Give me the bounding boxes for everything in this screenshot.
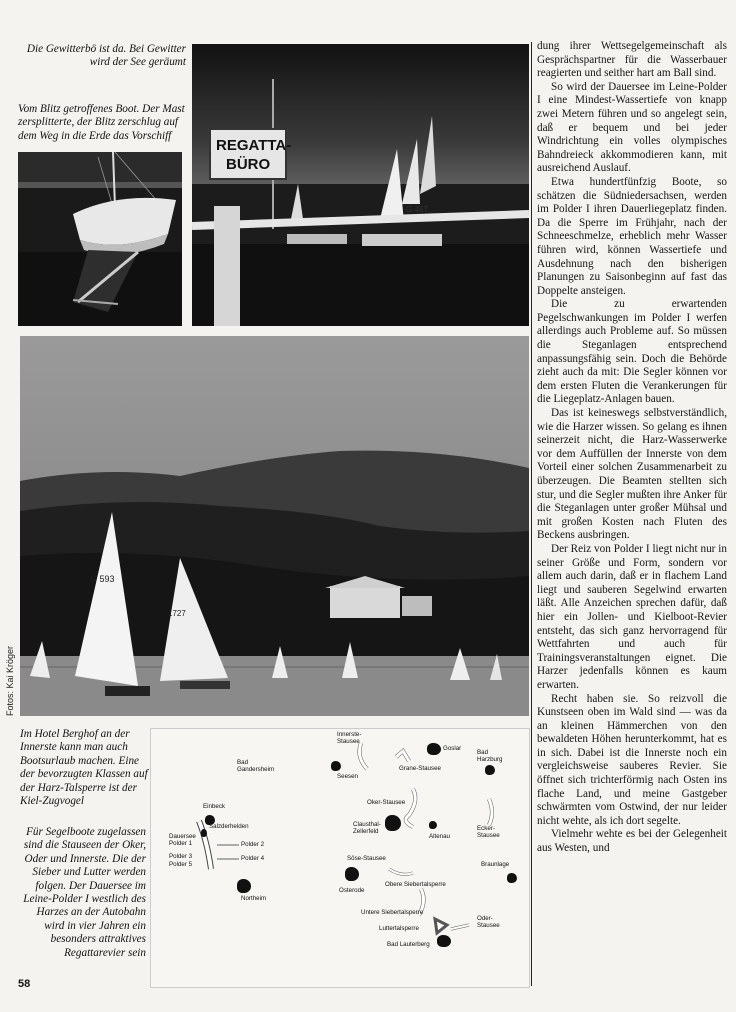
map-label-polder5: Polder 5 bbox=[169, 861, 193, 868]
photo-credit: Fotos: Kai Kröger bbox=[5, 645, 15, 716]
sail-number-1727: 1727 bbox=[168, 609, 186, 618]
map-label-goslar: Goslar bbox=[443, 745, 462, 752]
map-label-obere-sieber: Obere Siebertalsperre bbox=[385, 881, 446, 888]
article-paragraph: Das ist keineswegs selbstverständlich, wie die Harzer wissen. So gelang es ihnen seinerzeit nicht, die Harz-Wasserwerke vor dem Auffüllen der Innerste von dem Vorteil einer solchen Zusammenarbeit zu überzeugen. Die Beamten stellten sich stur, und die Segler mußten ihre Anker für die Steganlagen unter großer Mühsal und mit großen Kosten nach Fluten des Beckens ausbringen. bbox=[537, 407, 727, 542]
caption-hotel: Im Hotel Berghof an der Innerste kann man auch Bootsurlaub machen. Eine der bevorzugten Klassen auf der Harz-Talsperre ist der Kiel-Zugvogel bbox=[20, 728, 148, 808]
map-label-bad-gandersheim: Bad Gandersheim bbox=[237, 759, 275, 773]
map-label-bad-lauterberg: Bad Lauterberg bbox=[387, 941, 430, 948]
sail-number-g467: G 467 bbox=[406, 205, 428, 214]
article-paragraph: Recht haben sie. So reizvoll die Kunstseen oben im Wald sind — was da an kleinen Hämmerchen von den bewaldeten Höhen herunterkommt, hat es in sich. Dabei ist die Innerste noch ein vergleichsweise sauberes Revier. Sie öffnet sich trichterförmig nach Osten ins flache Land, und meine Gastgeber schwärmten vom Ostwind, der nur leider nicht wehte, als ich dort segelte. bbox=[537, 692, 727, 827]
article-paragraph: dung ihrer Wettsegelgemeinschaft als Gesprächspartner für die Wasserbauer reagierten und seither hart am Ball sind. bbox=[537, 40, 727, 80]
town-braunlage bbox=[507, 873, 517, 883]
caption-storm: Die Gewitterbö ist da. Bei Gewitter wird der See geräumt bbox=[26, 43, 186, 69]
map-label-polder2: Polder 2 bbox=[241, 841, 265, 848]
map-label-braunlage: Braunlage bbox=[481, 861, 510, 868]
article-column bbox=[537, 40, 727, 856]
map-label-soese: Söse-Stausee bbox=[347, 855, 386, 862]
map-label-grane: Grane-Stausee bbox=[399, 765, 441, 772]
town-clausthal bbox=[385, 815, 401, 831]
article-paragraph: So wird der Dauersee im Leine-Polder I eine Mindest-Wassertiefe von knapp zwei Metern führen und so angelegt sein, daß er bequem und bei jeder Windrichtung ein volles olympisches Bahndreieck akkommodieren kann, mit ausreichend Auslauf. bbox=[537, 80, 727, 175]
sail-number-g593: G 593 bbox=[90, 574, 115, 584]
map-label-polder4: Polder 4 bbox=[241, 855, 265, 862]
map-label-dauersee: Dauersee Polder 1 bbox=[169, 833, 196, 847]
caption-map: Für Segelboote zugelassen sind die Stauseen der Oker, Oder und Innerste. Die der Sieber und Lutter werden folgen. Der Dauersee im Leine-Polder I westlich des Harzes an der Autobahn wird in vier Jahren ein besonders attraktives Regattarevier sein bbox=[23, 826, 146, 959]
photo-lightning-boat bbox=[18, 152, 182, 326]
map-harz-reservoirs bbox=[150, 728, 530, 988]
map-label-clausthal: Clausthal- Zellerfeld bbox=[353, 821, 381, 835]
map-label-ecker: Ecker- Stausee bbox=[477, 825, 500, 839]
map-label-oker: Oker-Stausee bbox=[367, 799, 406, 806]
map-label-salzderhelden: Salzderhelden bbox=[209, 823, 249, 830]
town-polder bbox=[201, 829, 207, 837]
town-bad-harzburg bbox=[485, 765, 495, 775]
town-bad-lauterberg bbox=[437, 935, 451, 947]
map-label-einbeck: Einbeck bbox=[203, 803, 226, 810]
sign-text-line2: BÜRO bbox=[226, 156, 271, 173]
sign-text-line1: REGATTA- bbox=[216, 137, 292, 154]
photo-regatta-office bbox=[192, 44, 529, 326]
map-label-innerste: Innerste- Stausee bbox=[337, 731, 362, 745]
map-label-seesen: Seesen bbox=[337, 773, 358, 780]
caption-lightning: Vom Blitz getroffenes Boot. Der Mast zersplitterte, der Blitz zerschlug auf dem Weg in die Erde das Vorschiff bbox=[18, 103, 185, 142]
map-label-altenau: Altenau bbox=[429, 833, 450, 840]
town-goslar bbox=[427, 743, 441, 755]
map-label-oder: Oder- Stausee bbox=[477, 915, 500, 929]
town-osterode bbox=[345, 867, 359, 881]
article-paragraph: Der Reiz von Polder I liegt nicht nur in seiner Größe und Form, sondern vor allem auch darin, daß er in flachem Land liegt und sauberen Segelwind erwarten läßt. Alle Anzeichen sprechen dafür, daß hier ein Jollen- und Kielboot-Revier entsteht, das sich ganz hervorragend für Wettfahrten und auch für Trainingsveranstaltungen eignet. Die Harzer jedenfalls können es kaum erwarten. bbox=[537, 542, 727, 691]
town-altenau bbox=[429, 821, 437, 829]
map-label-untere-sieber: Untere Siebertalsperre bbox=[361, 909, 424, 916]
article-paragraph: Die zu erwartenden Pegelschwankungen im Polder I werfen allerdings auch Probleme auf. So müssen die Steganlagen entsprechend anpassungsfähig sein. Doch die Behörde zieht auch da mit: Die Segler können vor dem ersten Fluten die Verankerungen für die Liegeplatz-Anlagen bauen. bbox=[537, 298, 727, 406]
map-label-lutter: Luttertalsperre bbox=[379, 925, 419, 932]
page-number: 58 bbox=[18, 978, 31, 990]
map-label-bad-harzburg: Bad Harzburg bbox=[477, 749, 503, 763]
column-rule bbox=[531, 42, 532, 986]
photo-lake-sailboats bbox=[20, 336, 529, 716]
map-label-polder3: Polder 3 bbox=[169, 853, 193, 860]
map-label-osterode: Osterode bbox=[339, 887, 365, 894]
article-paragraph: Vielmehr wehte es bei der Gelegenheit aus Westen, und bbox=[537, 828, 727, 855]
town-northeim bbox=[237, 879, 251, 893]
map-label-northeim: Northeim bbox=[241, 895, 267, 902]
article-paragraph: Etwa hundertfünfzig Boote, so schätzen die Südniedersachsen, werden im Polder I ihren Dauerliegeplatz finden. Da die Sperre im Frühjahr, nach der Schneeschmelze, erheblich mehr Wasser führen wird, können Wassertiefe und Ausdehnung nach den bisherigen Planungen zu Saisonbeginn auf fast das Doppelte ansteigen. bbox=[537, 175, 727, 297]
town-seesen bbox=[331, 761, 341, 771]
